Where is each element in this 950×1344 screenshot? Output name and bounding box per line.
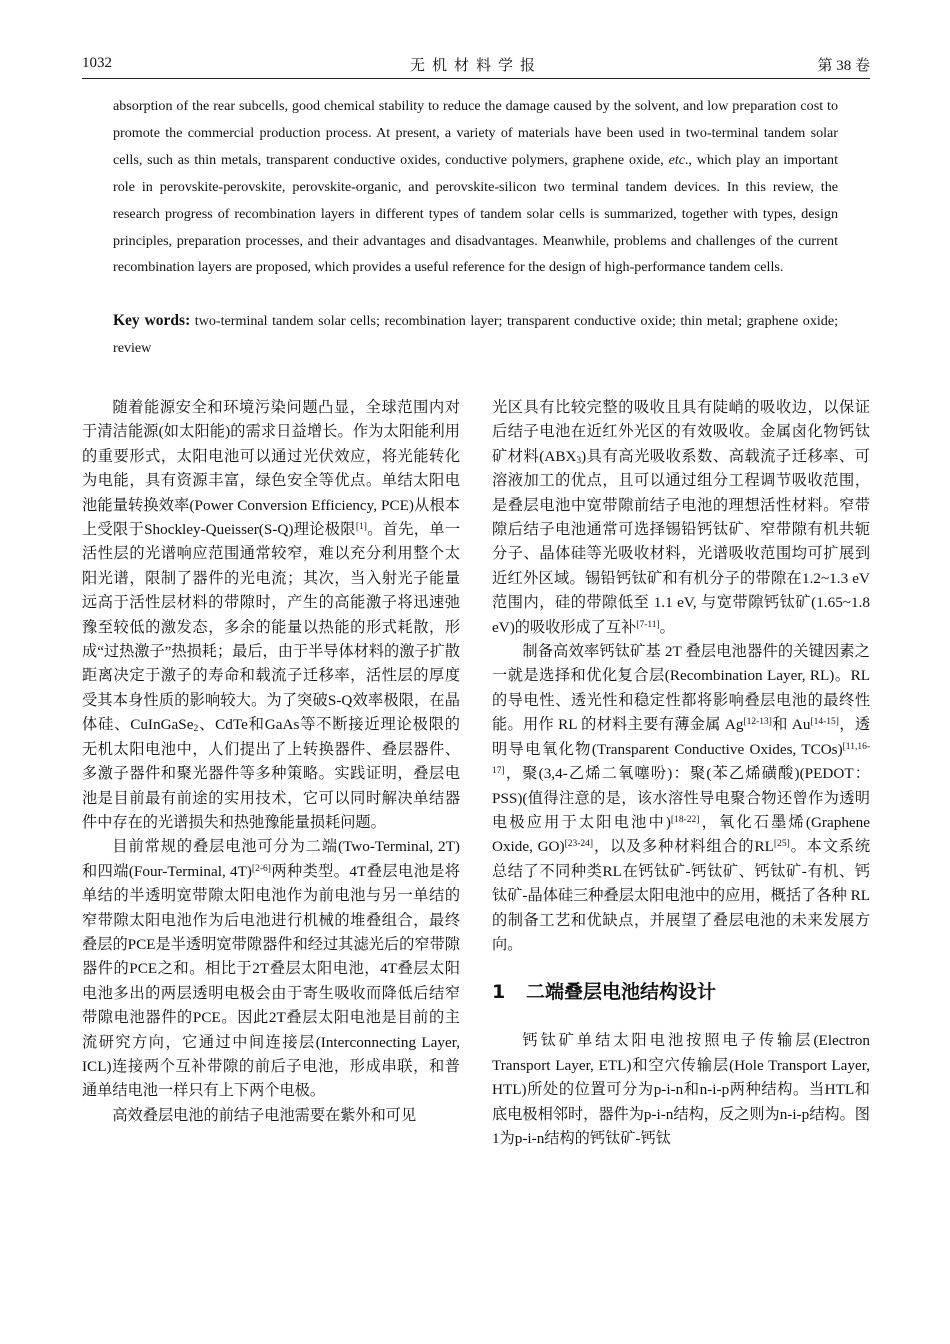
body-paragraph xyxy=(492,1029,870,1151)
abstract-text-continued: ., which play an important role in perovskite-perovskite, perovskite-organic, and perovskite-silicon two terminal tandem devices. In this review, the research progress of recombination layers in different types of tandem solar cells is summarized, together with types, design principles, preparation processes, and their advantages and disadvantages. Meanwhile, problems and challenges of the current recombination layers are proposed, which provides a useful reference for the design of high-performance tandem cells. xyxy=(113,151,839,276)
citation: [23-24] xyxy=(564,839,594,850)
text-run: 高效叠层电池的前结子电池需要在紫外和可见 xyxy=(112,1106,417,1124)
body-paragraph xyxy=(82,396,460,835)
volume-label: 第 38 卷 xyxy=(817,58,870,74)
text-run: 随着能源安全和环境污染问题凸显，全球范围内对于清洁能源(如太阳能)的需求日益增长。作为太阳能利用的重要形式，太阳电池可以通过光伏效应，将光能转化为电能，具有资源丰富，绿色安全等优点。单结太阳电池能量转换效率(Power Conversion Efficiency, PCE)从根本上受限于Shockley-Queisser(S-Q)理论极限 xyxy=(82,399,460,539)
body-paragraph xyxy=(82,1104,460,1128)
text-run: ，以及多种材料组合的RL xyxy=(593,838,774,856)
text-run: ，透明导电氧化物(Transparent Conductive Oxides, TCOs) xyxy=(492,716,871,758)
citation: [7-11] xyxy=(636,619,660,630)
citation: [14-15] xyxy=(810,717,839,728)
text-run: 目前常规的叠层电池可分为二端(Two-Terminal, 2T)和四端(Four-Terminal, 4T) xyxy=(82,838,460,880)
text-run: 制备高效率钙钛矿基 2T 叠层电池器件的关键因素之一就是选择和优化复合层(Recombination Layer, RL)。RL的导电性、透光性和稳定性都将影响叠层电池的最终性能。用作 RL 的材料主要有薄金属 Ag xyxy=(492,643,870,734)
abstract-paragraph xyxy=(113,93,838,281)
text-run: 光区具有比较完整的吸收且具有陡峭的吸收边，以保证后结子电池在近红外光区的有效吸收。金属卤化物钙钛矿材料(ABX xyxy=(492,399,870,465)
body-paragraph xyxy=(82,835,460,1103)
text-run: 。首先，单一活性层的光谱响应范围通常较窄，难以充分利用整个太阳光谱，限制了器件的光电流；其次，当入射光子能量远高于活性层材料的带隙时，产生的高能激子将迅速弛豫至较低的激发态，多余的能量以热能的形式耗散，形成“过热激子”热损耗；最后，由于半导体材料的激子扩散距离决定于激子的寿命和载流子迁移率，活性层的厚度受其本身性质的影响较大。为了突破S-Q效率极限，在晶体硅、CuInGaSe xyxy=(82,521,461,734)
subscript: 2 xyxy=(193,724,199,735)
keywords-text: two-terminal tandem solar cells; recombination layer; transparent conductive oxide; thin metal; graphene oxide; review xyxy=(113,313,838,356)
body-paragraph xyxy=(492,396,870,640)
running-header xyxy=(82,52,870,78)
abstract-text: absorption of the rear subcells, good chemical stability to reduce the damage caused by the solvent, and low preparation cost to promote the commercial production process. At present, a variety of materials have been used in two-terminal tandem solar cells, such as thin metals, transparent conductive oxides, conductive polymers, graphene oxide, xyxy=(113,98,838,168)
citation: [11,16-17] xyxy=(492,741,870,777)
text-run: 。本文系统总结了不同种类RL在钙钛矿-钙钛矿、钙钛矿-有机、钙钛矿-晶体硅三种叠层太阳电池中的应用，概括了各种 RL 的制备工艺和优缺点，并展望了叠层电池的未来发展方向。 xyxy=(492,838,871,953)
header-rule xyxy=(82,78,870,79)
citation: [1] xyxy=(355,522,367,533)
keywords xyxy=(113,308,838,362)
text-run: ，聚(3,4-乙烯二氧噻吩)：聚(苯乙烯磺酸)(PEDOT：PSS)(值得注意的是，该水溶性导电聚合物还曾作为透明电极应用于太阳电池中) xyxy=(492,765,870,831)
text-run: 。 xyxy=(659,618,675,636)
left-column xyxy=(82,396,460,1128)
text-run: 和 Au xyxy=(771,716,811,734)
section-heading xyxy=(492,979,870,1005)
page-number: 1032 xyxy=(82,55,112,71)
section-title: 二端叠层电池结构设计 xyxy=(526,981,717,1004)
citation: [25] xyxy=(773,839,790,850)
body-paragraph xyxy=(492,640,870,957)
english-abstract xyxy=(113,93,838,281)
text-run: 、CdTe和GaAs等不断接近理论极限的无机太阳电池中，人们提出了上转换器件、叠层器件、多激子器件和聚光器件等多种策略。实践证明，叠层电池是目前最有前途的实用技术，它可以同时解决单结器件中存在的光谱损失和热弛豫能量损耗问题。 xyxy=(82,716,460,831)
section-number: 1 xyxy=(492,981,506,1004)
text-run: 钙钛矿单结太阳电池按照电子传输层(Electron Transport Layer, ETL)和空穴传输层(Hole Transport Layer, HTL)所处的位置可分为p-i-n和n-i-p两种结构。当HTL和底电极相邻时，器件为p-i-n结构，反之则为n-i-p结构。图1为p-i-n结构的钙钛矿-钙钛 xyxy=(492,1032,870,1147)
citation: [18-22] xyxy=(670,814,700,825)
keywords-label: Key words: xyxy=(113,312,191,329)
subscript: 3 xyxy=(576,455,582,466)
text-run: ，氧化石墨烯(Graphene Oxide, GO) xyxy=(492,813,870,856)
abstract-etc: etc xyxy=(668,151,686,168)
text-run: 两种类型。4T叠层电池是将单结的半透明宽带隙太阳电池作为前电池与另一单结的窄带隙太阳电池作为后电池进行机械的堆叠组合，最终叠层的PCE是半透明宽带隙器件和经过其滤光后的窄带隙器件的PCE之和。相比于2T叠层太阳电池，4T叠层太阳电池多出的两层透明电极会由于寄生吸收而降低后结窄带隙电池器件的PCE。因此2T叠层太阳电池是目前的主流研究方向，它通过中间连接层(Interconnecting Layer, ICL)连接两个互补带隙的前后子电池，形成串联，和普通单结电池一样只有上下两个电极。 xyxy=(82,862,460,1100)
text-run: )具有高光吸收系数、高载流子迁移率、可溶液加工的优点，且可以通过组分工程调节吸收范围，是叠层电池中宽带隙前结子电池的理想活性材料。窄带隙后结子电池通常可选择锡铅钙钛矿、窄带隙有机共轭分子、晶体硅等光吸收材料，光谱吸收范围均可扩展到近红外区域。锡铅钙钛矿和有机分子的带隙在1.2~1.3 eV范围内，硅的带隙低至 1.1 eV, 与宽带隙钙钛矿(1.65~1.8 eV)的吸收形成了互补 xyxy=(492,447,870,636)
right-column xyxy=(492,396,870,1151)
citation: [2-6] xyxy=(251,863,271,874)
journal-title: 无机材料学报 xyxy=(409,58,542,74)
citation: [12-13] xyxy=(743,717,772,728)
